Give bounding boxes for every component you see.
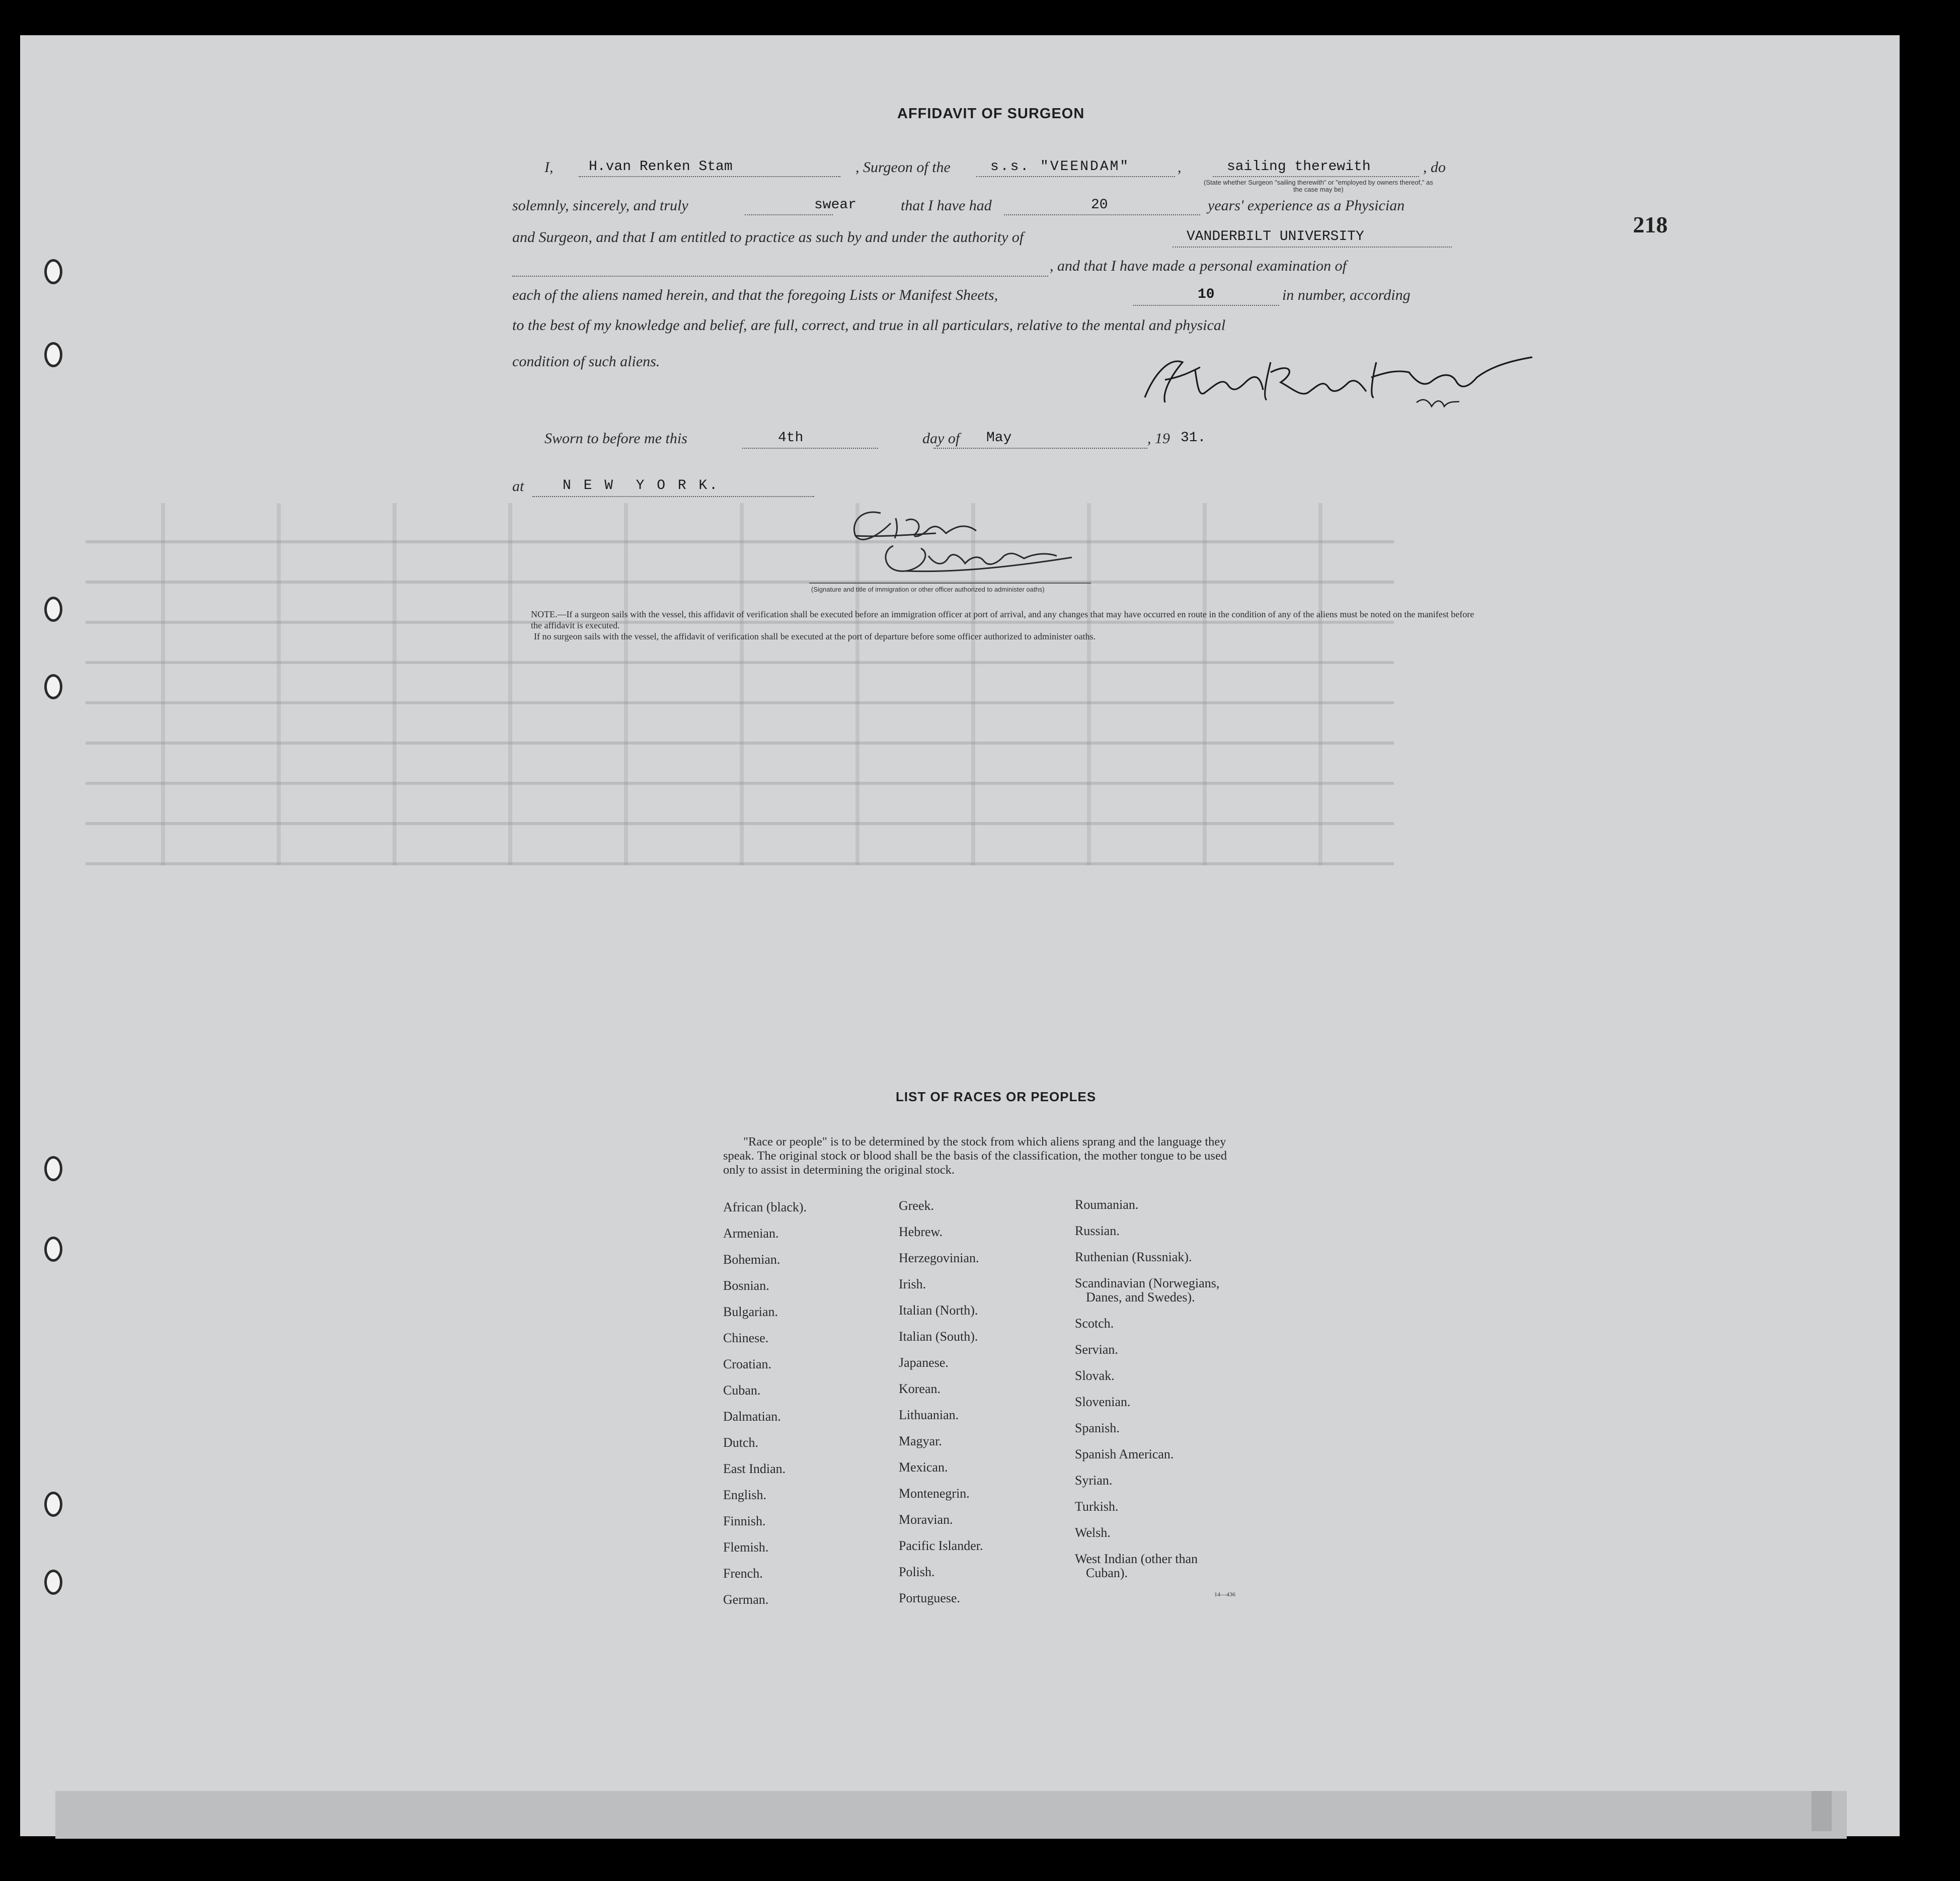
years-field: 20 xyxy=(1091,197,1108,213)
binder-hole xyxy=(44,1156,62,1181)
race-item: Syrian. xyxy=(1075,1473,1113,1488)
race-item: Herzegovinian. xyxy=(899,1251,979,1265)
race-item: Mexican. xyxy=(899,1460,948,1475)
affidavit-note xyxy=(531,609,1487,642)
bleed-through-columns xyxy=(86,503,1394,865)
race-item: Magyar. xyxy=(899,1434,942,1448)
race-item: Japanese. xyxy=(899,1355,949,1370)
race-item: Lithuanian. xyxy=(899,1408,959,1422)
sheet-number: 218 xyxy=(1633,212,1668,237)
binder-hole xyxy=(44,674,62,699)
race-item: Spanish American. xyxy=(1075,1447,1174,1461)
race-item: Moravian. xyxy=(899,1512,953,1527)
authority-field: VANDERBILT UNIVERSITY xyxy=(1187,229,1364,244)
binder-hole xyxy=(44,342,62,367)
line5-prefix: each of the aliens named herein, and that the foregoing Lists or Manifest Sheets, xyxy=(512,287,998,303)
race-item: Hebrew. xyxy=(899,1224,943,1239)
affidavit-line-7: condition of such aliens. xyxy=(512,353,660,370)
status-hint: (State whether Surgeon "sailing therewith" or "employed by owners thereof," as the case may be) xyxy=(1204,179,1433,193)
race-item: Slovenian. xyxy=(1075,1395,1131,1409)
sheets-rule xyxy=(1133,305,1279,306)
race-item: Polish. xyxy=(899,1565,935,1579)
binder-hole xyxy=(44,259,62,284)
race-item: Flemish. xyxy=(723,1540,769,1555)
race-item: English. xyxy=(723,1488,766,1502)
race-item: Welsh. xyxy=(1075,1525,1111,1540)
race-item: Italian (North). xyxy=(899,1303,978,1318)
affidavit-line-3 xyxy=(512,229,1454,251)
affidavit-line-6: to the best of my knowledge and belief, are full, correct, and true in all particulars, relative to the mental and physical xyxy=(512,317,1226,334)
race-item: Greek. xyxy=(899,1198,934,1213)
race-item: Croatian. xyxy=(723,1357,772,1371)
races-column-3 xyxy=(1075,1197,1219,1592)
race-item: Bohemian. xyxy=(723,1252,780,1267)
race-item: East Indian. xyxy=(723,1461,786,1476)
race-item: French. xyxy=(723,1566,763,1581)
underlying-sheet-edge xyxy=(55,1791,1847,1839)
race-item: Finnish. xyxy=(723,1514,766,1528)
race-item: Spanish. xyxy=(1075,1421,1120,1435)
officer-signature xyxy=(835,498,1117,589)
race-item: Bosnian. xyxy=(723,1278,769,1293)
affidavit-line-5 xyxy=(512,287,1454,309)
race-item: African (black). xyxy=(723,1200,807,1214)
race-item: Armenian. xyxy=(723,1226,779,1241)
sworn-day-rule xyxy=(742,448,878,449)
race-item: Russian. xyxy=(1075,1223,1120,1238)
race-item: Roumanian. xyxy=(1075,1197,1139,1212)
race-item: German. xyxy=(723,1592,769,1607)
status-rule xyxy=(1213,176,1419,177)
surgeon-of-text: , Surgeon of the xyxy=(855,159,951,176)
line5-suffix: in number, according xyxy=(1282,287,1410,303)
vessel-field: s.s. "VEENDAM" xyxy=(990,159,1130,175)
sworn-prefix: Sworn to before me this xyxy=(544,430,687,447)
binder-hole xyxy=(44,1492,62,1517)
sheets-field: 10 xyxy=(1198,287,1215,302)
affidavit-title: AFFIDAVIT OF SURGEON xyxy=(897,106,1085,122)
binder-hole xyxy=(44,1570,62,1595)
place-rule xyxy=(532,496,814,497)
race-item: Turkish. xyxy=(1075,1499,1119,1514)
line4-suffix: , and that I have made a personal examination of xyxy=(1050,258,1347,274)
race-item: Korean. xyxy=(899,1381,941,1396)
years-rule xyxy=(1004,214,1200,215)
oath-rule xyxy=(745,214,833,215)
race-item: Dalmatian. xyxy=(723,1409,781,1424)
oath-field: swear xyxy=(814,197,857,213)
races-title: LIST OF RACES OR PEOPLES xyxy=(896,1089,1096,1104)
race-item: Scandinavian (Norwegians, xyxy=(1075,1276,1220,1290)
race-item: Irish. xyxy=(899,1277,926,1291)
officer-caption: (Signature and title of immigration or other officer authorized to administer oaths) xyxy=(811,586,1045,593)
affidavit-line-2 xyxy=(512,197,1454,219)
sworn-month-rule xyxy=(933,448,1147,449)
line1-suffix: , do xyxy=(1423,159,1446,176)
sworn-year-prefix: , 19 xyxy=(1147,430,1170,447)
surgeon-name-rule xyxy=(579,176,840,177)
vessel-rule xyxy=(976,176,1175,177)
surgeon-status-field: sailing therewith xyxy=(1227,159,1371,175)
race-item: Slovak. xyxy=(1075,1368,1115,1383)
note-surgeon-sails: NOTE.—If a surgeon sails with the vessel, this affidavit of verification shall be executed before an immigration officer at port of arrival, and any changes that may have occurred en route in the condition of any of the aliens must be noted on the manifest before the affidavit is executed. xyxy=(531,609,1474,630)
line3-prefix: and Surgeon, and that I am entitled to practice as such by and under the authority of xyxy=(512,229,1024,246)
vessel-comma: , xyxy=(1178,159,1182,176)
binder-hole xyxy=(44,597,62,622)
races-column-2 xyxy=(899,1198,983,1617)
races-intro: "Race or people" is to be determined by the stock from which aliens sprang and the language they speak. The original stock or blood shall be the basis of the classification, the mother tongue to be used only to assist in determining the original stock. xyxy=(723,1135,1227,1177)
race-item: West Indian (other than xyxy=(1075,1551,1198,1566)
underlying-sheet-corner xyxy=(1812,1791,1832,1831)
race-item: Bulgarian. xyxy=(723,1304,778,1319)
sworn-day-field: 4th xyxy=(778,430,804,446)
race-item-continued: Danes, and Swedes). xyxy=(1086,1290,1195,1304)
affidavit-line-1 xyxy=(512,159,1454,181)
surgeon-name-field: H.van Renken Stam xyxy=(589,159,733,175)
sworn-mid: day of xyxy=(922,430,960,447)
race-item: Chinese. xyxy=(723,1331,769,1345)
race-item: Servian. xyxy=(1075,1342,1118,1357)
affidavit-line-4 xyxy=(512,258,1454,280)
sworn-line xyxy=(512,430,1454,452)
at-prefix: at xyxy=(512,478,524,495)
sworn-month-field: May xyxy=(986,430,1012,446)
surgeon-signature xyxy=(1135,342,1537,423)
authority-rule xyxy=(1172,247,1452,248)
races-column-1 xyxy=(723,1200,807,1618)
line2-prefix: solemnly, sincerely, and truly xyxy=(512,197,688,214)
race-item: Ruthenian (Russniak). xyxy=(1075,1250,1192,1264)
note-no-surgeon: If no surgeon sails with the vessel, the affidavit of verification shall be executed at the port of departure before some officer authorized to administer oaths. xyxy=(534,631,1096,641)
race-item: Italian (South). xyxy=(899,1329,978,1344)
race-item: Cuban. xyxy=(723,1383,761,1398)
affidavit-prefix: I, xyxy=(544,159,554,176)
race-item: Scotch. xyxy=(1075,1316,1114,1331)
place-field: N E W Y O R K. xyxy=(563,478,720,494)
race-item: Montenegrin. xyxy=(899,1486,970,1501)
race-item: Dutch. xyxy=(723,1435,759,1450)
form-number: 14—436 xyxy=(1214,1591,1235,1598)
race-item-continued: Cuban). xyxy=(1086,1566,1128,1580)
line2-mid: that I have had xyxy=(901,197,992,214)
binder-hole xyxy=(44,1237,62,1262)
race-item: Pacific Islander. xyxy=(899,1538,983,1553)
race-item: Portuguese. xyxy=(899,1591,961,1605)
officer-rule xyxy=(809,583,1091,584)
line2-suffix: years' experience as a Physician xyxy=(1208,197,1405,214)
sworn-year-field: 31. xyxy=(1181,430,1206,446)
